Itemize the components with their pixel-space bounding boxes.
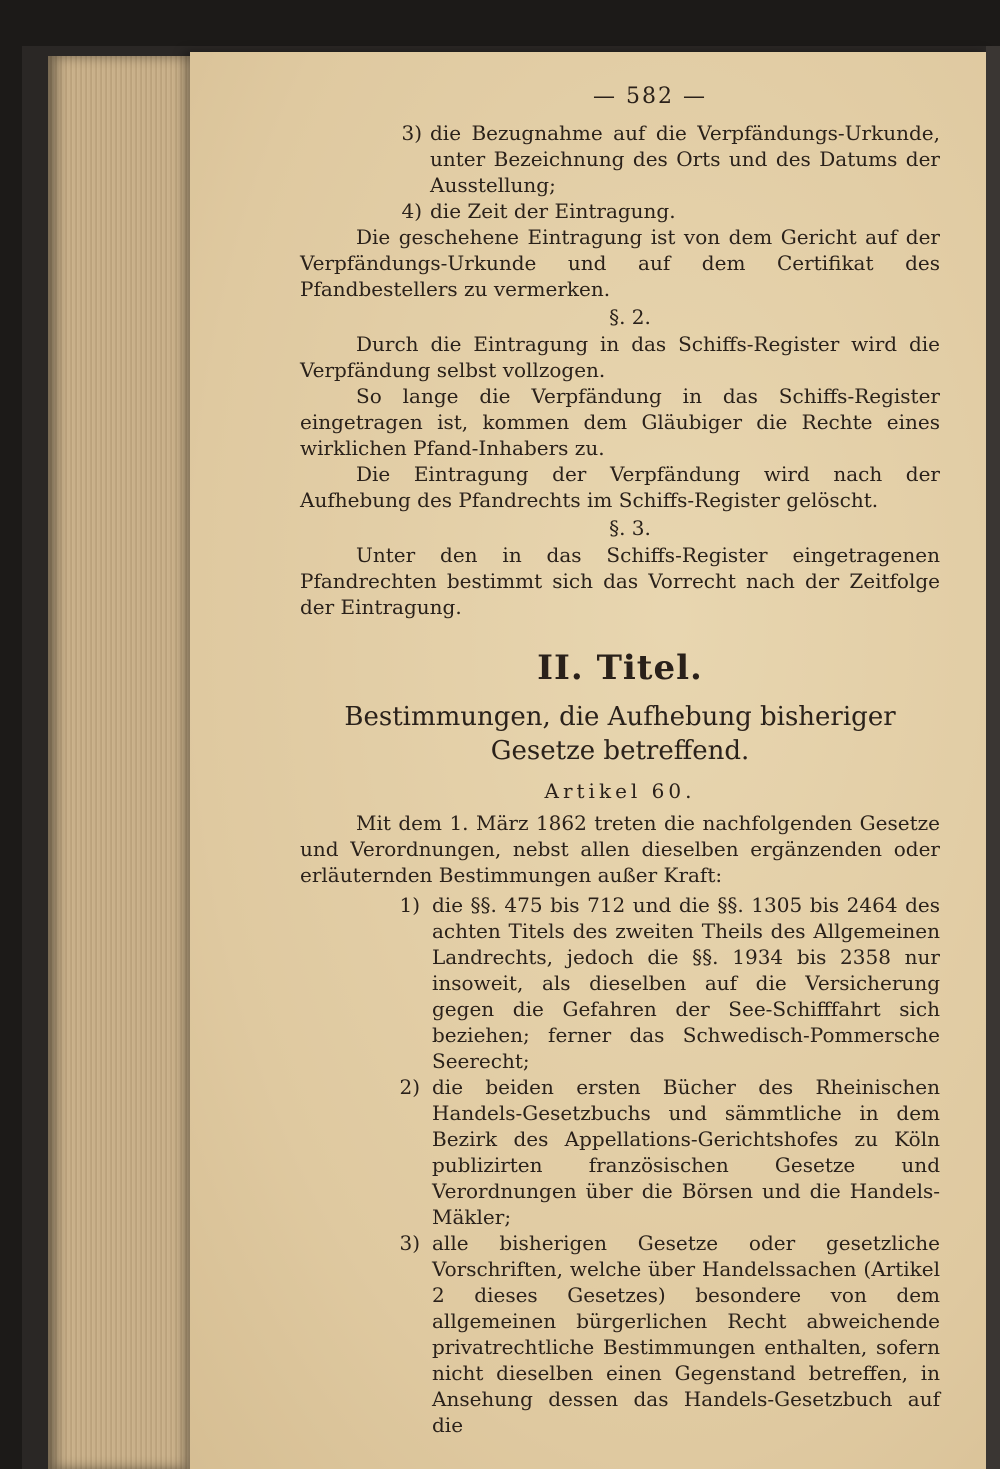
item-number: 3) [399,1231,420,1255]
repeal-list [300,892,940,1438]
list-item [380,120,940,198]
item-text: die Zeit der Eintragung. [430,199,676,223]
section-heading: §. 3. [609,516,651,540]
item-text: die §§. 475 bis 712 und die §§. 1305 bis 2464 des achten Titels des zweiten Theils des Allgemeinen Landrechts, jedoch die §§. 1934 bis 2358 nur insoweit, als dieselben auf die Versicherung gegen die Gefahren der See-Schifffahrt sich beziehen; ferner das Schwedisch-Pommersche Seerecht; [432,893,940,1073]
page-number: — 582 — [593,84,707,109]
page-text [300,84,940,1438]
paragraph: Unter den in das Schiffs-Register eingetragenen Pfandrechten bestimmt sich das Vorrecht nach der Zeitfolge der Eintragung. [300,543,940,619]
item-number: 4) [401,199,422,223]
paragraph: Durch die Eintragung in das Schiffs-Register wird die Verpfändung selbst vollzogen. [300,332,940,382]
item-text: alle bisherigen Gesetze oder gesetzliche Vorschriften, welche über Handelssachen (Artikel 2 dieses Gesetzes) besondere von dem allgemeinen bürgerlichen Recht abweichende privatrechtliche Bestimmungen enthalten, sofern nicht dieselben einen Gegenstand betreffen, in Ansehung dessen das Handels-Gesetzbuch auf die [432,1231,940,1437]
list-item [380,198,940,224]
paragraph: Die geschehene Eintragung ist von dem Gericht auf der Verpfändungs-Urkunde und auf dem Certifikat des Pfandbestellers zu vermerken. [300,225,940,301]
paragraph: So lange die Verpfändung in das Schiffs-Register eingetragen ist, kommen dem Gläubiger die Rechte eines wirklichen Pfand-Inhabers zu. [300,384,940,460]
list-item [300,1230,940,1438]
item-text: die beiden ersten Bücher des Rheinischen Handels-Gesetzbuchs und sämmtliche in dem Bezirk des Appellations-Gerichtshofes zu Köln publizirten französischen Gesetze und Verordnungen über die Börsen und die Handels-Mäkler; [432,1075,940,1229]
section-heading: §. 2. [609,305,651,329]
item-number: 1) [399,893,420,917]
right-edge [986,46,1000,1469]
chapter-title: II. Titel. [537,648,703,688]
list-item [300,892,940,1074]
item-number: 2) [399,1075,420,1099]
paragraph: Die Eintragung der Verpfändung wird nach der Aufhebung des Pfandrechts im Schiffs-Register gelöscht. [300,462,940,512]
chapter-subtitle: Bestimmungen, die Aufhebung bisheriger Gesetze betreffend. [344,702,896,766]
item-number: 3) [401,121,422,145]
item-text: die Bezugnahme auf die Verpfändungs-Urkunde, unter Bezeichnung des Orts und des Datums der Ausstellung; [430,121,940,197]
paragraph: Mit dem 1. März 1862 treten die nachfolgenden Gesetze und Verordnungen, nebst allen dieselben ergänzenden oder erläuternden Bestimmungen außer Kraft: [300,811,940,887]
page-stack-edge [48,56,208,1469]
article-heading: Artikel 60. [544,779,696,803]
list-item [300,1074,940,1230]
